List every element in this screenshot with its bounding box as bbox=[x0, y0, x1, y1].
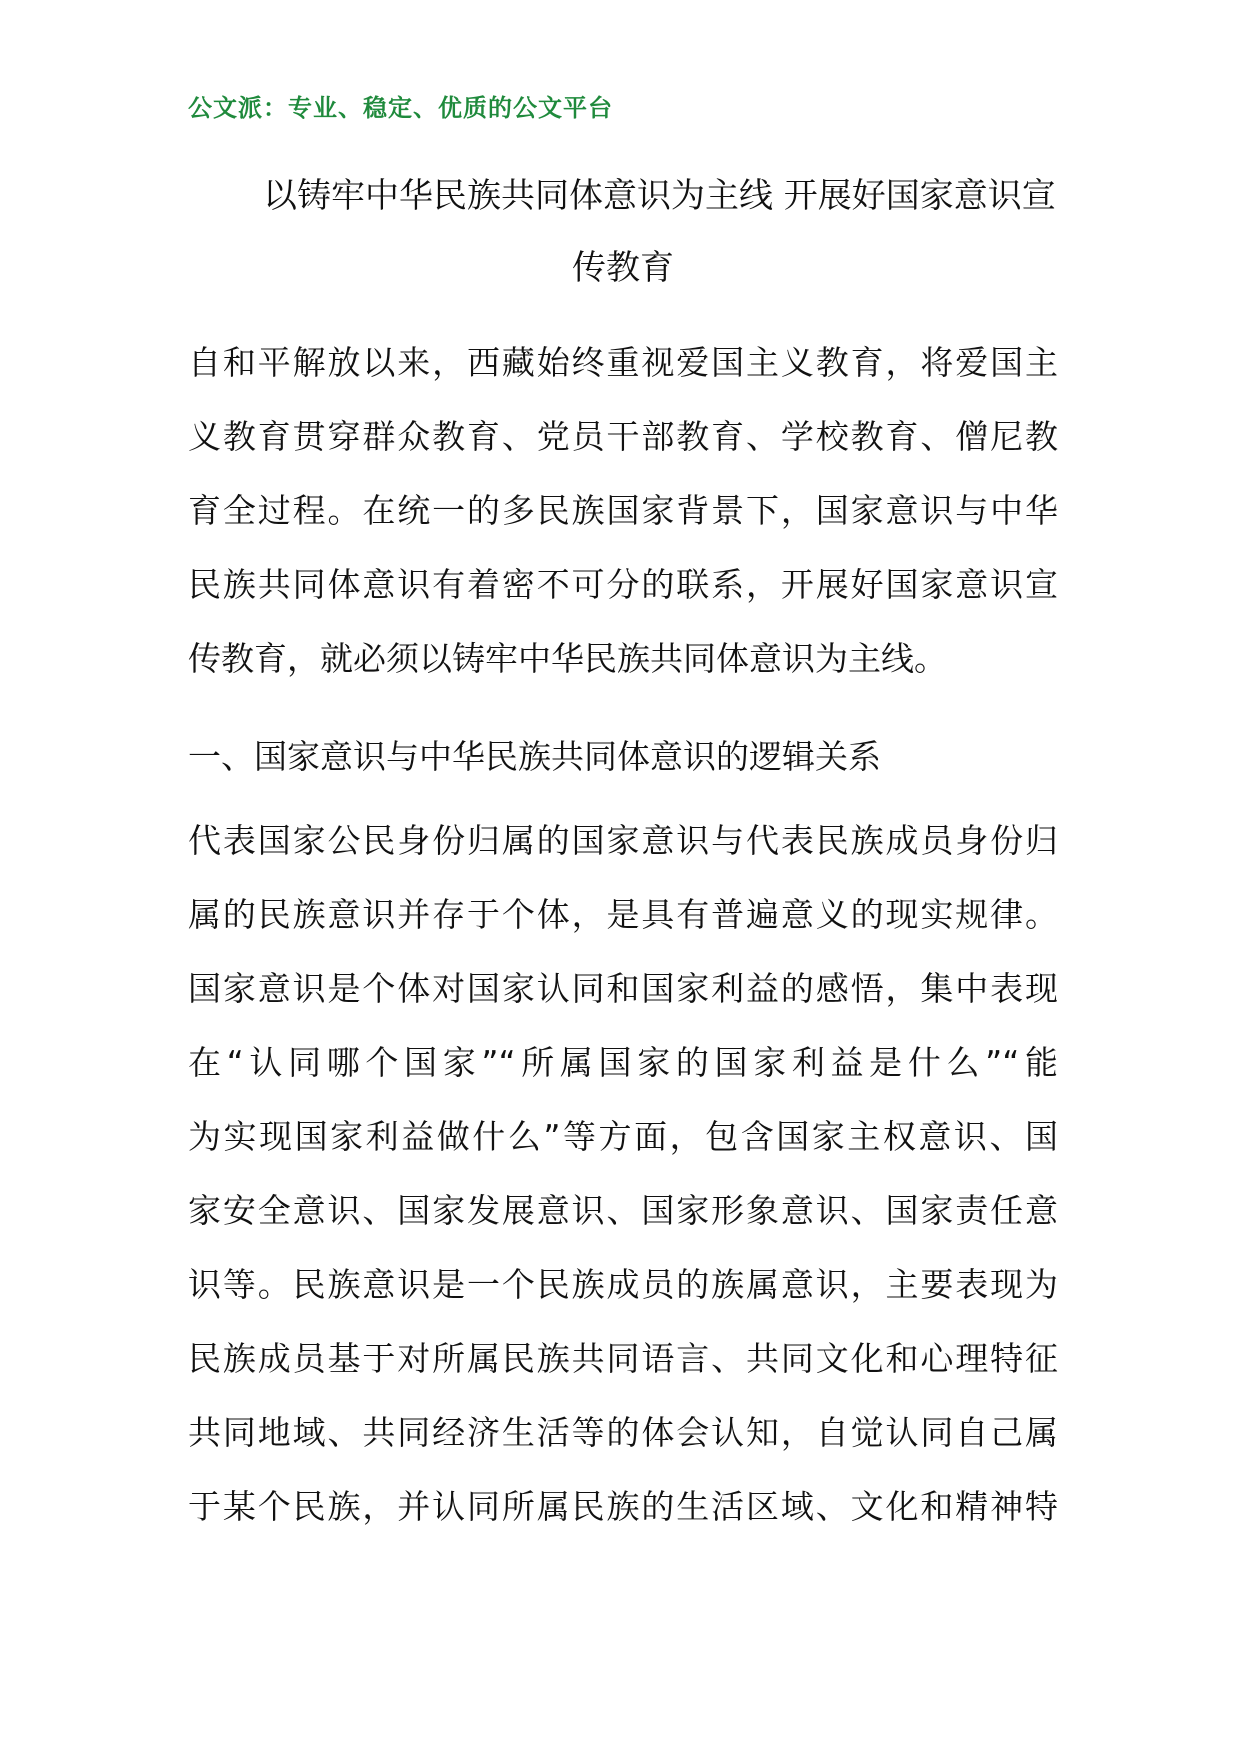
brand-header: 公文派：专业、稳定、优质的公文平台 bbox=[188, 94, 613, 122]
title-line: 以铸牢中华民族共同体意识为主线 开展好国家意识宣 bbox=[263, 176, 1056, 216]
title-line: 传教育 bbox=[572, 248, 674, 288]
text-line: 自和平解放以来，西藏始终重视爱国主义教育，将爱国主 bbox=[188, 343, 1058, 382]
paragraph-intro bbox=[188, 326, 1058, 696]
text-line: 为实现国家利益做什么”等方面，包含国家主权意识、国 bbox=[188, 1117, 1058, 1156]
section-heading bbox=[188, 720, 1058, 794]
text-line: 家安全意识、国家发展意识、国家形象意识、国家责任意 bbox=[188, 1191, 1058, 1230]
text-line: 识等。民族意识是一个民族成员的族属意识，主要表现为 bbox=[188, 1265, 1058, 1304]
section-heading-text: 一、国家意识与中华民族共同体意识的逻辑关系 bbox=[188, 737, 881, 776]
text-line: 国家意识是个体对国家认同和国家利益的感悟，集中表现 bbox=[188, 969, 1058, 1008]
text-line: 于某个民族，并认同所属民族的生活区域、文化和精神特 bbox=[188, 1487, 1058, 1526]
text-line: 属的民族意识并存于个体，是具有普遍意义的现实规律。 bbox=[188, 895, 1058, 934]
text-line: 代表国家公民身份归属的国家意识与代表民族成员身份归 bbox=[188, 821, 1058, 860]
text-line: 民族共同体意识有着密不可分的联系，开展好国家意识宣 bbox=[188, 565, 1058, 604]
text-line: 在“认同哪个国家”“所属国家的国家利益是什么”“能 bbox=[188, 1043, 1058, 1082]
text-line: 传教育，就必须以铸牢中华民族共同体意识为主线。 bbox=[188, 639, 947, 678]
text-line: 民族成员基于对所属民族共同语言、共同文化和心理特征 bbox=[188, 1339, 1058, 1378]
text-line: 义教育贯穿群众教育、党员干部教育、学校教育、僧尼教 bbox=[188, 417, 1058, 456]
document-title bbox=[188, 160, 1058, 304]
text-line: 育全过程。在统一的多民族国家背景下，国家意识与中华 bbox=[188, 491, 1058, 530]
text-line: 共同地域、共同经济生活等的体会认知，自觉认同自己属 bbox=[188, 1413, 1058, 1452]
paragraph-section1 bbox=[188, 804, 1058, 1544]
